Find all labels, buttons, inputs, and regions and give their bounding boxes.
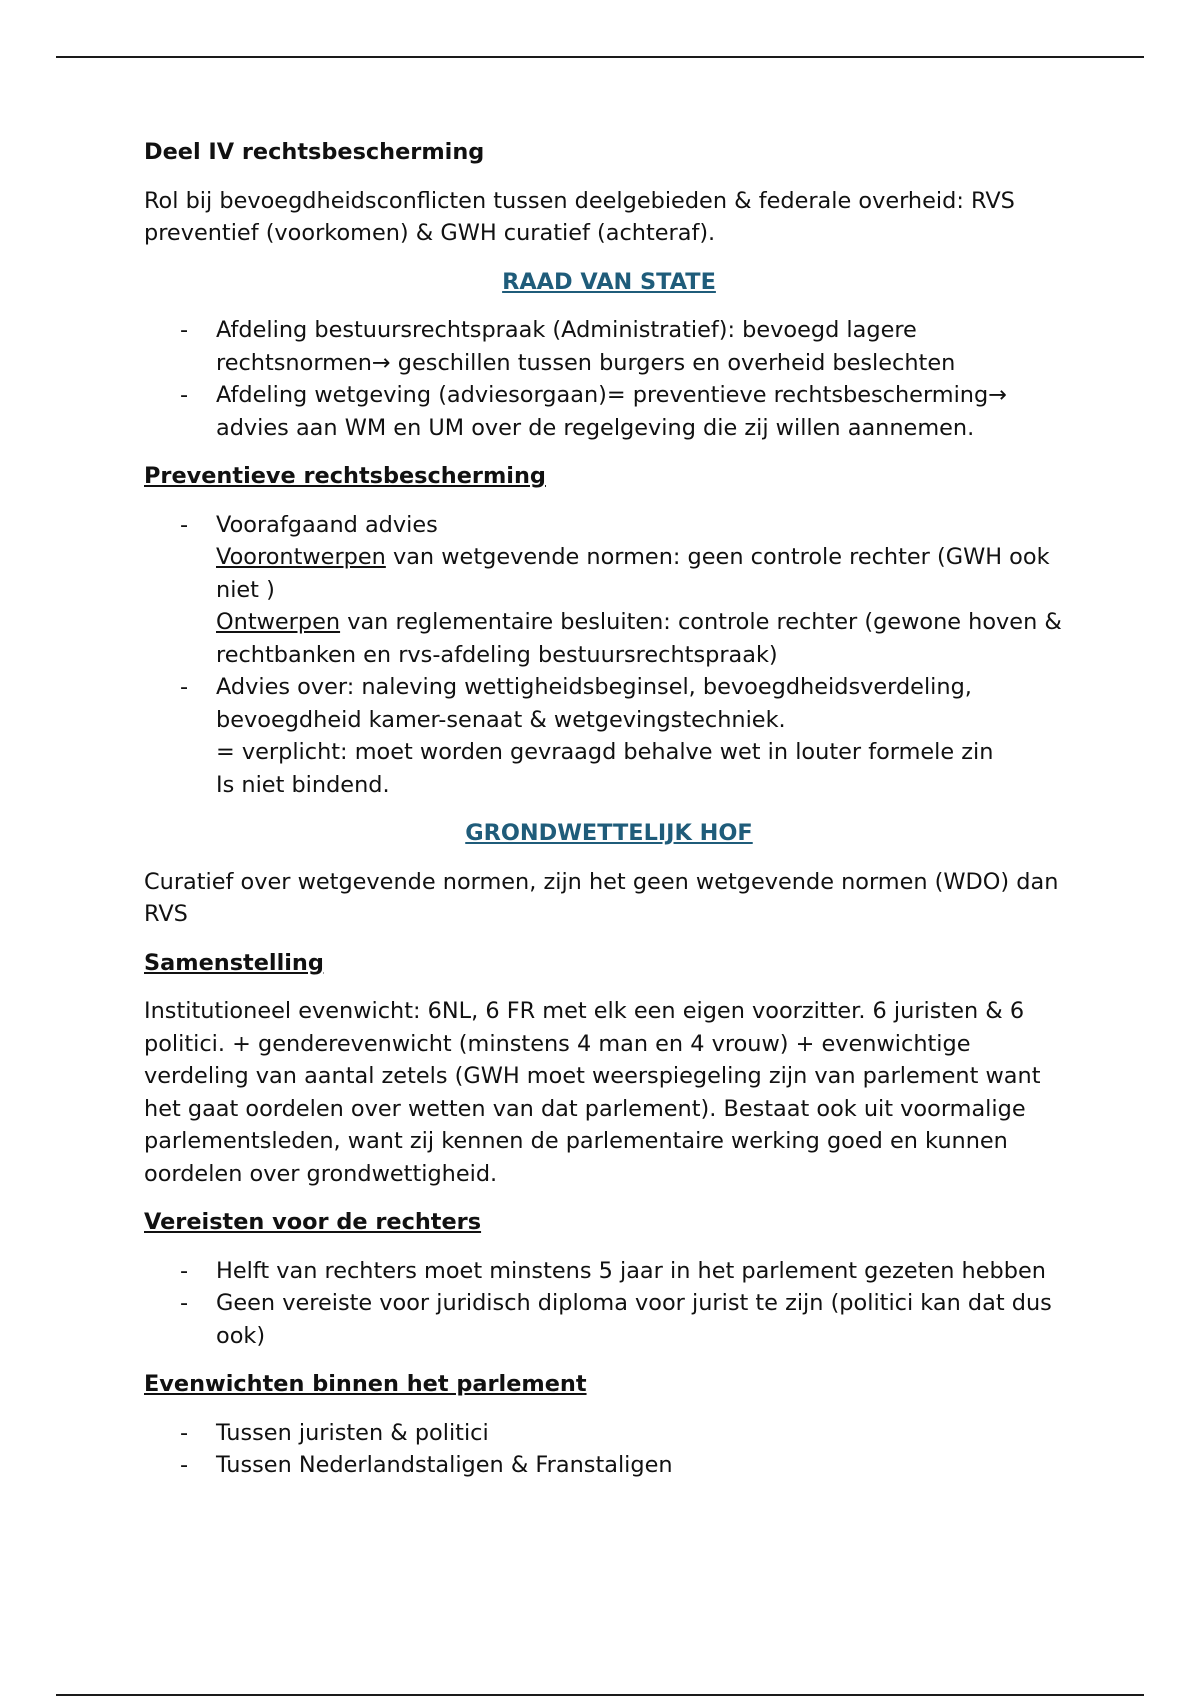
list-item-text: Geen vereiste voor juridisch diploma voor jurist te zijn (politici kan dat dus ook) — [216, 1290, 1052, 1349]
list-item-line: = verplicht: moet worden gevraagd behalve wet in louter formele zin — [216, 739, 994, 765]
evenwichten-list — [144, 1417, 1074, 1482]
heading-grondwettelijk-hof: GRONDWETTELIJK HOF — [465, 820, 753, 846]
gwh-paragraph: Curatief over wetgevende normen, zijn het geen wetgevende normen (WDO) dan RVS — [144, 868, 1059, 927]
list-item — [144, 1255, 1074, 1288]
document-title: Deel IV rechtsbescherming — [144, 139, 485, 165]
bullet-dash: - — [180, 511, 189, 538]
heading-evenwichten: Evenwichten binnen het parlement — [144, 1371, 587, 1397]
list-item — [144, 314, 1074, 379]
list-item-text: Afdeling bestuursrechtspraak (Administratief): bevoegd lagere rechtsnormen→ geschillen tussen burgers en overheid beslechten — [216, 317, 956, 376]
bullet-dash: - — [180, 1452, 189, 1478]
samenstelling-paragraph: Institutioneel evenwicht: 6NL, 6 FR met elk een eigen voorzitter. 6 juristen & 6 politici. + genderevenwicht (minstens 4 man en 4 vrouw) + evenwichtige verdeling van aantal zetels (GWH moet weerspiegeling zijn van parlement want het gaat oordelen over wetten van dat parlement). Bestaat ook uit voormalige parlementsleden, want zij kennen de parlementaire werking goed en kunnen oordelen over grondwettigheid. — [144, 998, 1041, 1187]
bullet-dash: - — [180, 1419, 189, 1446]
heading-raad-van-state: RAAD VAN STATE — [502, 268, 716, 295]
intro-paragraph: Rol bij bevoegdheidsconflicten tussen deelgebieden & federale overheid: RVS preventief (voorkomen) & GWH curatief (achteraf). — [144, 187, 1015, 246]
bullet-dash: - — [180, 382, 189, 408]
footer-rule — [56, 1694, 1144, 1696]
underlined-term: Voorontwerpen — [216, 544, 386, 570]
header-rule — [56, 56, 1144, 58]
list-item — [144, 509, 1074, 672]
heading-preventieve-rechtsbescherming: Preventieve rechtsbescherming — [144, 463, 546, 489]
bullet-dash: - — [180, 317, 189, 343]
list-item — [144, 1449, 1074, 1482]
list-item-line: Voorafgaand advies — [216, 511, 438, 538]
list-item-line: Advies over: naleving wettigheidsbeginsel, bevoegdheidsverdeling, bevoegdheid kamer-senaat & wetgevingstechniek. — [216, 674, 972, 733]
list-item-line: van reglementaire besluiten: controle rechter (gewone hoven & rechtbanken en rvs-afdeling bestuursrechtspraak) — [216, 609, 1062, 668]
list-item — [144, 1287, 1074, 1352]
heading-vereisten: Vereisten voor de rechters — [144, 1209, 482, 1235]
list-item — [144, 1417, 1074, 1450]
heading-samenstelling: Samenstelling — [144, 949, 324, 976]
document-body — [144, 136, 1074, 1498]
list-item-line: Is niet bindend. — [216, 771, 390, 798]
list-item-text: Tussen Nederlandstaligen & Franstaligen — [216, 1452, 673, 1478]
list-item — [144, 671, 1074, 801]
rvs-list — [144, 314, 1074, 444]
bullet-dash: - — [180, 674, 189, 700]
list-item-text: Helft van rechters moet minstens 5 jaar in het parlement gezeten hebben — [216, 1257, 1046, 1284]
list-item-text: Afdeling wetgeving (adviesorgaan)= preventieve rechtsbescherming→ advies aan WM en UM over de regelgeving die zij willen aannemen. — [216, 382, 1007, 441]
list-item-line: van wetgevende normen: geen controle rechter (GWH ook niet ) — [216, 544, 1050, 603]
list-item-text: Tussen juristen & politici — [216, 1419, 489, 1446]
vereisten-list — [144, 1255, 1074, 1353]
underlined-term: Ontwerpen — [216, 609, 341, 635]
bullet-dash: - — [180, 1257, 189, 1284]
bullet-dash: - — [180, 1290, 189, 1316]
list-item — [144, 379, 1074, 444]
preventief-list — [144, 509, 1074, 802]
